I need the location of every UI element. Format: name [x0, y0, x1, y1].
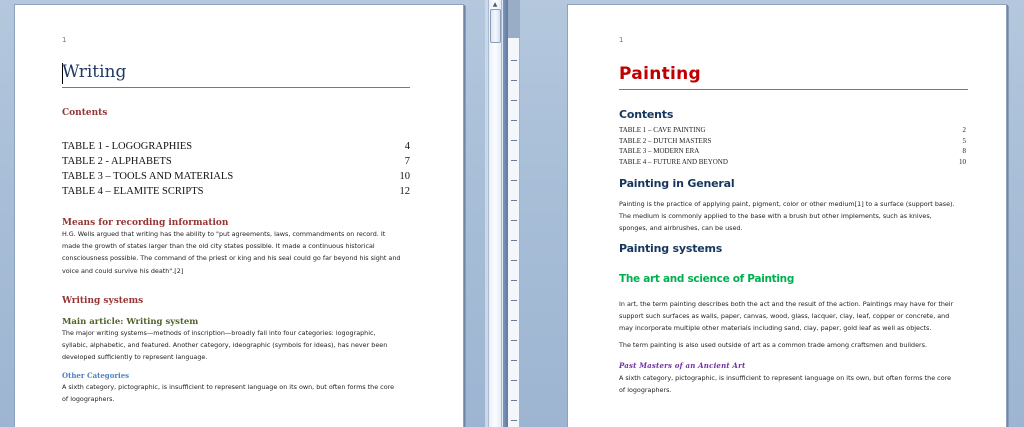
toc-entry[interactable] [62, 154, 410, 169]
writing-systems-heading[interactable]: Writing systems [62, 296, 144, 306]
toc-entry[interactable] [62, 169, 410, 184]
text-line: sponges, and airbrushes, can be used. [619, 224, 743, 233]
text-line: may incorporate multiple other materials including sand, clay, paper, gold leaf as well as objects. [619, 324, 932, 333]
ruler-tick [511, 60, 517, 61]
text-line: voice and could survive his death".[2] [62, 266, 184, 275]
toc-page: 12 [399, 186, 410, 197]
ruler-tick [511, 320, 517, 321]
toc-page: 8 [962, 147, 966, 155]
text-line: support such surfaces as walls, paper, canvas, wood, glass, lacquer, clay, leaf, copper or concrete, and [619, 312, 950, 321]
toc-label: TABLE 1 – CAVE PAINTING [619, 126, 706, 134]
contents-heading[interactable]: Contents [619, 108, 674, 121]
text-line: of logographers. [62, 395, 115, 404]
toc-label: TABLE 4 – FUTURE AND BEYOND [619, 157, 728, 166]
ruler-tick [511, 380, 517, 381]
toc-entry[interactable] [619, 157, 966, 168]
document-title[interactable]: Painting [619, 64, 702, 84]
text-line: developed sufficiently to represent language. [62, 353, 208, 362]
art-paragraph[interactable] [619, 298, 971, 335]
ruler-tick [511, 200, 517, 201]
ruler-tick [511, 140, 517, 141]
text-line: A sixth category, pictographic, is insufficient to represent language on its own, but often forms the core [62, 383, 395, 391]
ruler-tick [511, 400, 517, 401]
ruler-tick [511, 360, 517, 361]
last-paragraph[interactable] [619, 372, 971, 396]
toc-label: TABLE 4 – ELAMITE SCRIPTS [62, 186, 204, 197]
table-of-contents [619, 125, 966, 167]
toc-page: 4 [404, 141, 410, 152]
ruler-tick [511, 260, 517, 261]
means-heading[interactable]: Means for recording information [62, 218, 229, 228]
toc-page: 10 [959, 157, 966, 166]
main-article-heading[interactable]: Main article: Writing system [62, 317, 199, 327]
toc-entry[interactable] [619, 136, 966, 147]
ruler-tick [511, 280, 517, 281]
ruler-tick [511, 240, 517, 241]
text-line: consciousness possible. The command of the priest or king and his seal could go far beyond his sight and [62, 254, 401, 263]
contents-heading[interactable]: Contents [62, 108, 108, 118]
toc-label: TABLE 2 - ALPHABETS [62, 156, 172, 167]
text-line: In art, the term painting describes both the act and the result of the action. Paintings may have for their [619, 300, 954, 308]
ruler-margin [508, 0, 520, 38]
table-of-contents [62, 139, 410, 199]
painting-systems-heading[interactable]: Painting systems [619, 242, 723, 255]
systems-paragraph[interactable] [62, 327, 414, 364]
scrollbar-thumb[interactable] [490, 9, 501, 43]
toc-entry[interactable] [619, 146, 966, 157]
toc-entry[interactable] [62, 139, 410, 154]
text-line: The medium is commonly applied to the base with a brush but other implements, such as knives, [619, 212, 932, 221]
toc-page: 10 [399, 171, 410, 182]
toc-label: TABLE 2 – DUTCH MASTERS [619, 136, 712, 145]
document-page-painting[interactable] [567, 4, 1007, 427]
document-title[interactable]: Writing [62, 62, 127, 82]
vertical-ruler [508, 0, 520, 427]
ruler-tick [511, 180, 517, 181]
ruler-tick [511, 120, 517, 121]
painting-general-heading[interactable]: Painting in General [619, 177, 735, 190]
ruler-tick [511, 80, 517, 81]
toc-label: TABLE 1 - LOGOGRAPHIES [62, 141, 193, 152]
trade-paragraph[interactable]: The term painting is also used outside of art as a common trade among craftsmen and builders. [619, 341, 928, 349]
toc-label: TABLE 3 – TOOLS AND MATERIALS [62, 171, 234, 182]
ruler-tick [511, 340, 517, 341]
scroll-up-arrow-icon[interactable]: ▲ [492, 1, 498, 8]
text-line: The major writing systems—methods of inscription—broadly fall into four categories: logographic, [62, 329, 376, 337]
toc-page: 2 [962, 126, 966, 134]
other-categories-heading[interactable]: Other Categories [62, 371, 130, 380]
toc-entry[interactable] [62, 184, 410, 199]
document-page-writing[interactable] [14, 4, 464, 427]
text-line: syllabic, alphabetic, and featured. Another category, ideographic (symbols for ideas), has never been [62, 341, 388, 350]
toc-page: 7 [404, 156, 410, 167]
other-paragraph[interactable] [62, 381, 414, 405]
text-line: Painting is the practice of applying paint, pigment, color or other medium[1] to a surface (support base). [619, 200, 955, 208]
ruler-tick [511, 420, 517, 421]
ruler-tick [511, 100, 517, 101]
ruler-tick [511, 160, 517, 161]
toc-page: 5 [962, 136, 966, 145]
means-paragraph[interactable] [62, 228, 414, 277]
page-number: 1 [619, 36, 624, 44]
text-line: H.G. Wells argued that writing has the ability to "put agreements, laws, commandments on record. It [62, 230, 386, 238]
ruler-tick [511, 220, 517, 221]
page-number: 1 [62, 36, 67, 44]
art-science-heading[interactable]: The art and science of Painting [619, 273, 795, 285]
ruler-tick [511, 300, 517, 301]
title-underline [619, 89, 968, 90]
vertical-scrollbar[interactable] [488, 0, 502, 427]
toc-label: TABLE 3 – MODERN ERA [619, 147, 700, 155]
text-line: made the growth of states larger than the old city states possible. It made a continuous historical [62, 242, 375, 251]
general-paragraph[interactable] [619, 198, 971, 235]
text-line: A sixth category, pictographic, is insufficient to represent language on its own, but often forms the core [619, 374, 952, 382]
toc-entry[interactable] [619, 125, 966, 136]
title-underline [62, 87, 410, 88]
past-masters-heading[interactable]: Past Masters of an Ancient Art [619, 361, 746, 370]
text-line: of logographers. [619, 386, 672, 395]
